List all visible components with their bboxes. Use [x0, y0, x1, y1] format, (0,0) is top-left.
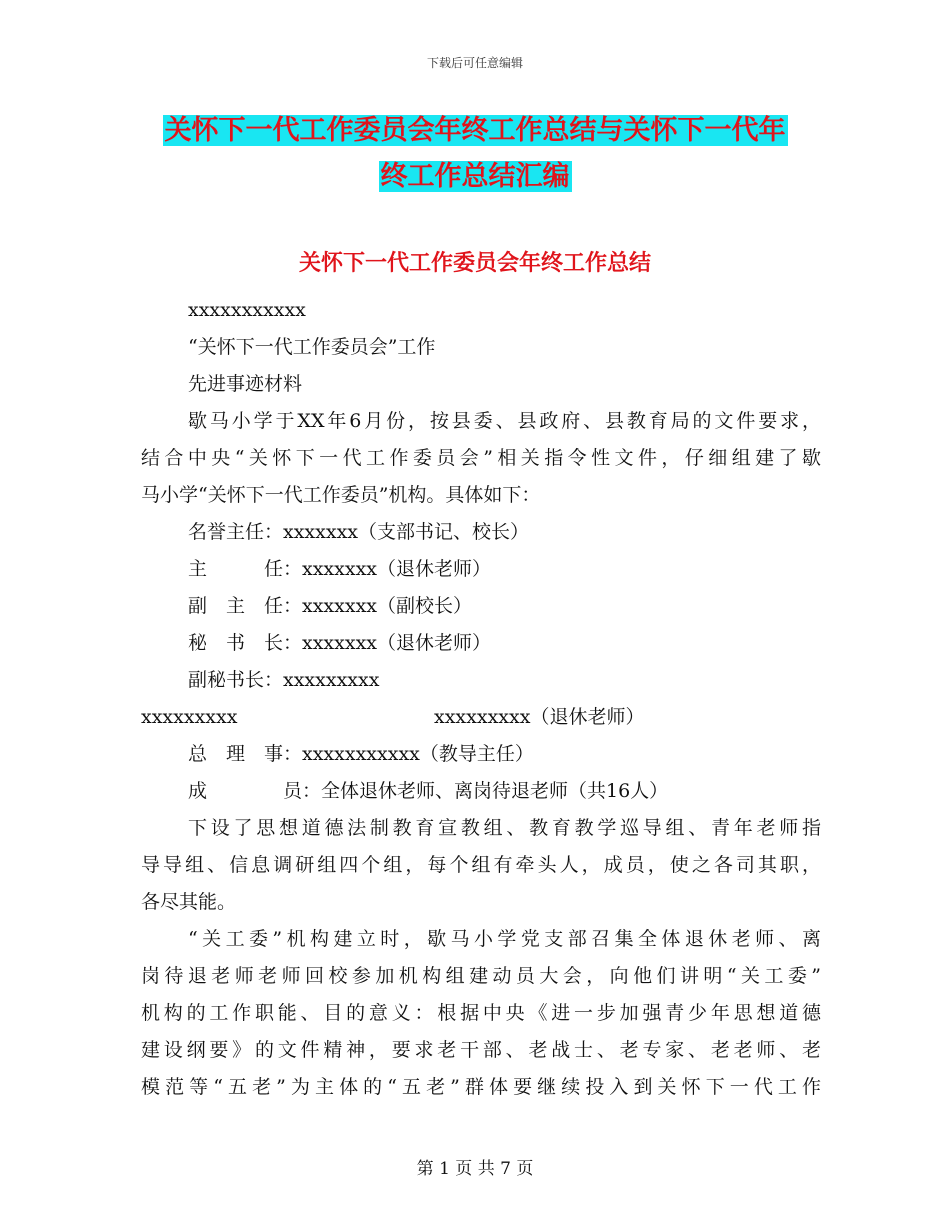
paragraph-line: 结合中央“关怀下一代工作委员会”相关指令性文件，仔细组建了歇: [141, 447, 821, 469]
paragraph-line: 机构的工作职能、目的意义：根据中央《进一步加强青少年思想道德: [141, 1002, 821, 1024]
body-text: [141, 292, 821, 1106]
paragraph-line: “关工委”机构建立时，歇马小学党支部召集全体退休老师、离: [188, 928, 821, 950]
role-line: 名誉主任：xxxxxxx（支部书记、校长）: [188, 521, 530, 543]
main-title-line-1: 关怀下一代工作委员会年终工作总结与关怀下一代年: [164, 115, 786, 146]
role-line: 成 员：全体退休老师、离岗待退老师（共16人）: [188, 780, 669, 802]
paragraph-line: 歇马小学于XX年6月份，按县委、县政府、县教育局的文件要求，: [188, 410, 821, 432]
paragraph-line: 建设纲要》的文件精神，要求老干部、老战士、老专家、老老师、老: [141, 1039, 821, 1061]
main-title: [0, 108, 950, 200]
deputy-right: xxxxxxxxx（退休老师）: [434, 706, 645, 728]
paragraph-line: 模范等“五老”为主体的“五老”群体要继续投入到关怀下一代工作: [141, 1076, 821, 1098]
paragraph-line: 下设了思想道德法制教育宣教组、教育教学巡导组、青年老师指: [188, 817, 821, 839]
main-title-line-2: 终工作总结汇编: [380, 161, 570, 192]
deputy-left: xxxxxxxxx: [141, 706, 238, 728]
page-footer: 第 1 页 共 7 页: [416, 1159, 534, 1179]
role-line: 副秘书长：xxxxxxxxx: [188, 669, 380, 691]
text-line: 先进事迹材料: [188, 373, 303, 395]
header-note: 下载后可任意编辑: [426, 56, 523, 70]
role-line: 秘 书 长：xxxxxxx（退休老师）: [188, 632, 492, 654]
paragraph-line: 各尽其能。: [141, 891, 237, 913]
role-line: 主 任：xxxxxxx（退休老师）: [188, 558, 492, 580]
deputy-secretary-row: [141, 699, 821, 736]
paragraph-line: 导导组、信息调研组四个组，每个组有牵头人，成员，使之各司其职，: [141, 854, 821, 876]
role-line: 总 理 事：xxxxxxxxxxx（教导主任）: [188, 743, 534, 765]
paragraph-line: 马小学“关怀下一代工作委员”机构。具体如下：: [141, 484, 541, 506]
role-line: 副 主 任：xxxxxxx（副校长）: [188, 595, 473, 617]
text-line: xxxxxxxxxxx: [188, 299, 306, 321]
paragraph-line: 岗待退老师老师回校参加机构组建动员大会，向他们讲明“关工委”: [141, 965, 821, 987]
text-line: “关怀下一代工作委员会”工作: [188, 336, 436, 358]
section-title: 关怀下一代工作委员会年终工作总结: [298, 251, 651, 276]
